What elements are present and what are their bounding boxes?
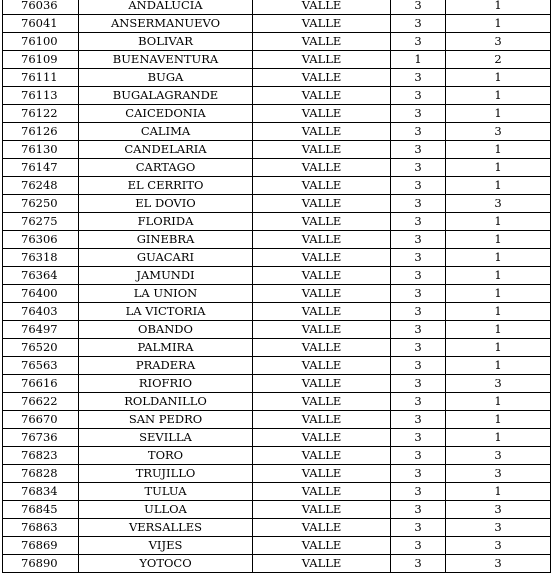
value-b-cell: 3 [446, 519, 551, 537]
municipio-cell: ULLOA [79, 501, 253, 519]
code-cell: 76041 [3, 15, 79, 33]
municipio-cell: RIOFRIO [79, 375, 253, 393]
value-b-cell: 1 [446, 15, 551, 33]
table-row [3, 105, 551, 123]
value-a-cell: 3 [391, 213, 446, 231]
departamento-cell: VALLE [253, 195, 391, 213]
value-a-cell: 3 [391, 375, 446, 393]
value-a-cell: 3 [391, 15, 446, 33]
table-row [3, 501, 551, 519]
departamento-cell: VALLE [253, 267, 391, 285]
municipio-cell: VERSALLES [79, 519, 253, 537]
value-a-cell: 3 [391, 159, 446, 177]
table-row [3, 249, 551, 267]
municipio-cell: LA VICTORIA [79, 303, 253, 321]
value-a-cell: 3 [391, 231, 446, 249]
value-a-cell: 3 [391, 519, 446, 537]
departamento-cell: VALLE [253, 159, 391, 177]
value-a-cell: 3 [391, 393, 446, 411]
code-cell: 76736 [3, 429, 79, 447]
value-b-cell: 3 [446, 123, 551, 141]
code-cell: 76823 [3, 447, 79, 465]
municipio-cell: ANDALUCIA [79, 0, 253, 15]
table-row [3, 231, 551, 249]
municipio-cell: VIJES [79, 537, 253, 555]
departamento-cell: VALLE [253, 483, 391, 501]
value-b-cell: 1 [446, 285, 551, 303]
table-row [3, 15, 551, 33]
table-row [3, 303, 551, 321]
code-cell: 76616 [3, 375, 79, 393]
code-cell: 76520 [3, 339, 79, 357]
departamento-cell: VALLE [253, 231, 391, 249]
departamento-cell: VALLE [253, 465, 391, 483]
value-b-cell: 3 [446, 195, 551, 213]
municipio-cell: ANSERMANUEVO [79, 15, 253, 33]
code-cell: 76130 [3, 141, 79, 159]
value-b-cell: 1 [446, 141, 551, 159]
value-b-cell: 1 [446, 411, 551, 429]
table-row [3, 141, 551, 159]
value-b-cell: 1 [446, 357, 551, 375]
value-a-cell: 3 [391, 447, 446, 465]
table-row [3, 69, 551, 87]
value-b-cell: 3 [446, 465, 551, 483]
municipio-cell: BUGA [79, 69, 253, 87]
departamento-cell: VALLE [253, 393, 391, 411]
table-row [3, 519, 551, 537]
code-cell: 76100 [3, 33, 79, 51]
value-b-cell: 1 [446, 213, 551, 231]
code-cell: 76318 [3, 249, 79, 267]
code-cell: 76563 [3, 357, 79, 375]
table-row [3, 321, 551, 339]
value-a-cell: 3 [391, 0, 446, 15]
departamento-cell: VALLE [253, 447, 391, 465]
table-row [3, 537, 551, 555]
municipio-cell: PRADERA [79, 357, 253, 375]
value-b-cell: 3 [446, 375, 551, 393]
departamento-cell: VALLE [253, 51, 391, 69]
code-cell: 76403 [3, 303, 79, 321]
departamento-cell: VALLE [253, 213, 391, 231]
code-cell: 76828 [3, 465, 79, 483]
code-cell: 76126 [3, 123, 79, 141]
departamento-cell: VALLE [253, 141, 391, 159]
table-row [3, 447, 551, 465]
municipio-cell: GUACARI [79, 249, 253, 267]
municipio-cell: YOTOCO [79, 555, 253, 573]
code-cell: 76834 [3, 483, 79, 501]
value-b-cell: 1 [446, 0, 551, 15]
table-row [3, 555, 551, 573]
table-row [3, 393, 551, 411]
table-row [3, 51, 551, 69]
value-a-cell: 3 [391, 303, 446, 321]
value-b-cell: 3 [446, 537, 551, 555]
value-a-cell: 3 [391, 177, 446, 195]
departamento-cell: VALLE [253, 177, 391, 195]
value-a-cell: 3 [391, 267, 446, 285]
municipio-cell: FLORIDA [79, 213, 253, 231]
code-cell: 76275 [3, 213, 79, 231]
code-cell: 76863 [3, 519, 79, 537]
value-b-cell: 1 [446, 177, 551, 195]
value-b-cell: 3 [446, 555, 551, 573]
municipio-cell: SEVILLA [79, 429, 253, 447]
municipio-cell: SAN PEDRO [79, 411, 253, 429]
table-row [3, 339, 551, 357]
table-row [3, 267, 551, 285]
municipio-cell: TULUA [79, 483, 253, 501]
table-row [3, 0, 551, 15]
table-row [3, 33, 551, 51]
municipio-cell: ROLDANILLO [79, 393, 253, 411]
value-a-cell: 1 [391, 51, 446, 69]
departamento-cell: VALLE [253, 501, 391, 519]
table-row [3, 123, 551, 141]
departamento-cell: VALLE [253, 123, 391, 141]
departamento-cell: VALLE [253, 321, 391, 339]
value-a-cell: 3 [391, 555, 446, 573]
code-cell: 76306 [3, 231, 79, 249]
departamento-cell: VALLE [253, 411, 391, 429]
value-b-cell: 1 [446, 303, 551, 321]
value-a-cell: 3 [391, 537, 446, 555]
table-row [3, 429, 551, 447]
municipio-cell: EL DOVIO [79, 195, 253, 213]
value-b-cell: 3 [446, 501, 551, 519]
departamento-cell: VALLE [253, 555, 391, 573]
departamento-cell: VALLE [253, 249, 391, 267]
municipio-cell: TRUJILLO [79, 465, 253, 483]
value-b-cell: 1 [446, 105, 551, 123]
code-cell: 76497 [3, 321, 79, 339]
value-a-cell: 3 [391, 429, 446, 447]
value-a-cell: 3 [391, 195, 446, 213]
table-row [3, 213, 551, 231]
value-b-cell: 1 [446, 267, 551, 285]
value-b-cell: 1 [446, 339, 551, 357]
code-cell: 76111 [3, 69, 79, 87]
value-b-cell: 1 [446, 429, 551, 447]
municipio-cell: PALMIRA [79, 339, 253, 357]
municipio-cell: CAICEDONIA [79, 105, 253, 123]
departamento-cell: VALLE [253, 15, 391, 33]
departamento-cell: VALLE [253, 69, 391, 87]
value-b-cell: 1 [446, 87, 551, 105]
value-a-cell: 3 [391, 357, 446, 375]
municipality-table [2, 0, 551, 573]
code-cell: 76147 [3, 159, 79, 177]
departamento-cell: VALLE [253, 375, 391, 393]
code-cell: 76869 [3, 537, 79, 555]
municipio-cell: CARTAGO [79, 159, 253, 177]
departamento-cell: VALLE [253, 105, 391, 123]
table-row [3, 411, 551, 429]
municipio-cell: CANDELARIA [79, 141, 253, 159]
table-row [3, 465, 551, 483]
value-a-cell: 3 [391, 411, 446, 429]
municipio-cell: BUGALAGRANDE [79, 87, 253, 105]
value-b-cell: 2 [446, 51, 551, 69]
departamento-cell: VALLE [253, 519, 391, 537]
table-row [3, 483, 551, 501]
value-a-cell: 3 [391, 483, 446, 501]
value-b-cell: 1 [446, 69, 551, 87]
municipio-cell: JAMUNDI [79, 267, 253, 285]
municipio-cell: BOLIVAR [79, 33, 253, 51]
table-row [3, 177, 551, 195]
code-cell: 76845 [3, 501, 79, 519]
value-a-cell: 3 [391, 123, 446, 141]
code-cell: 76622 [3, 393, 79, 411]
departamento-cell: VALLE [253, 339, 391, 357]
value-b-cell: 1 [446, 249, 551, 267]
value-b-cell: 3 [446, 33, 551, 51]
table-row [3, 357, 551, 375]
municipio-cell: LA UNION [79, 285, 253, 303]
value-b-cell: 1 [446, 321, 551, 339]
code-cell: 76400 [3, 285, 79, 303]
municipio-cell: CALIMA [79, 123, 253, 141]
value-b-cell: 1 [446, 483, 551, 501]
value-a-cell: 3 [391, 465, 446, 483]
departamento-cell: VALLE [253, 537, 391, 555]
value-a-cell: 3 [391, 321, 446, 339]
code-cell: 76670 [3, 411, 79, 429]
value-a-cell: 3 [391, 87, 446, 105]
value-b-cell: 3 [446, 447, 551, 465]
departamento-cell: VALLE [253, 285, 391, 303]
code-cell: 76113 [3, 87, 79, 105]
code-cell: 76122 [3, 105, 79, 123]
value-b-cell: 1 [446, 393, 551, 411]
departamento-cell: VALLE [253, 357, 391, 375]
code-cell: 76109 [3, 51, 79, 69]
table-row [3, 375, 551, 393]
municipio-cell: BUENAVENTURA [79, 51, 253, 69]
table-body [3, 0, 551, 573]
value-a-cell: 3 [391, 33, 446, 51]
municipio-cell: OBANDO [79, 321, 253, 339]
value-b-cell: 1 [446, 159, 551, 177]
value-a-cell: 3 [391, 285, 446, 303]
value-a-cell: 3 [391, 339, 446, 357]
departamento-cell: VALLE [253, 33, 391, 51]
value-b-cell: 1 [446, 231, 551, 249]
municipio-cell: TORO [79, 447, 253, 465]
departamento-cell: VALLE [253, 87, 391, 105]
value-a-cell: 3 [391, 69, 446, 87]
value-a-cell: 3 [391, 501, 446, 519]
departamento-cell: VALLE [253, 429, 391, 447]
municipio-cell: GINEBRA [79, 231, 253, 249]
departamento-cell: VALLE [253, 0, 391, 15]
table-row [3, 159, 551, 177]
value-a-cell: 3 [391, 249, 446, 267]
code-cell: 76248 [3, 177, 79, 195]
value-a-cell: 3 [391, 105, 446, 123]
municipio-cell: EL CERRITO [79, 177, 253, 195]
code-cell: 76364 [3, 267, 79, 285]
table-row [3, 87, 551, 105]
table-row [3, 285, 551, 303]
code-cell: 76036 [3, 0, 79, 15]
code-cell: 76890 [3, 555, 79, 573]
code-cell: 76250 [3, 195, 79, 213]
departamento-cell: VALLE [253, 303, 391, 321]
table-row [3, 195, 551, 213]
value-a-cell: 3 [391, 141, 446, 159]
